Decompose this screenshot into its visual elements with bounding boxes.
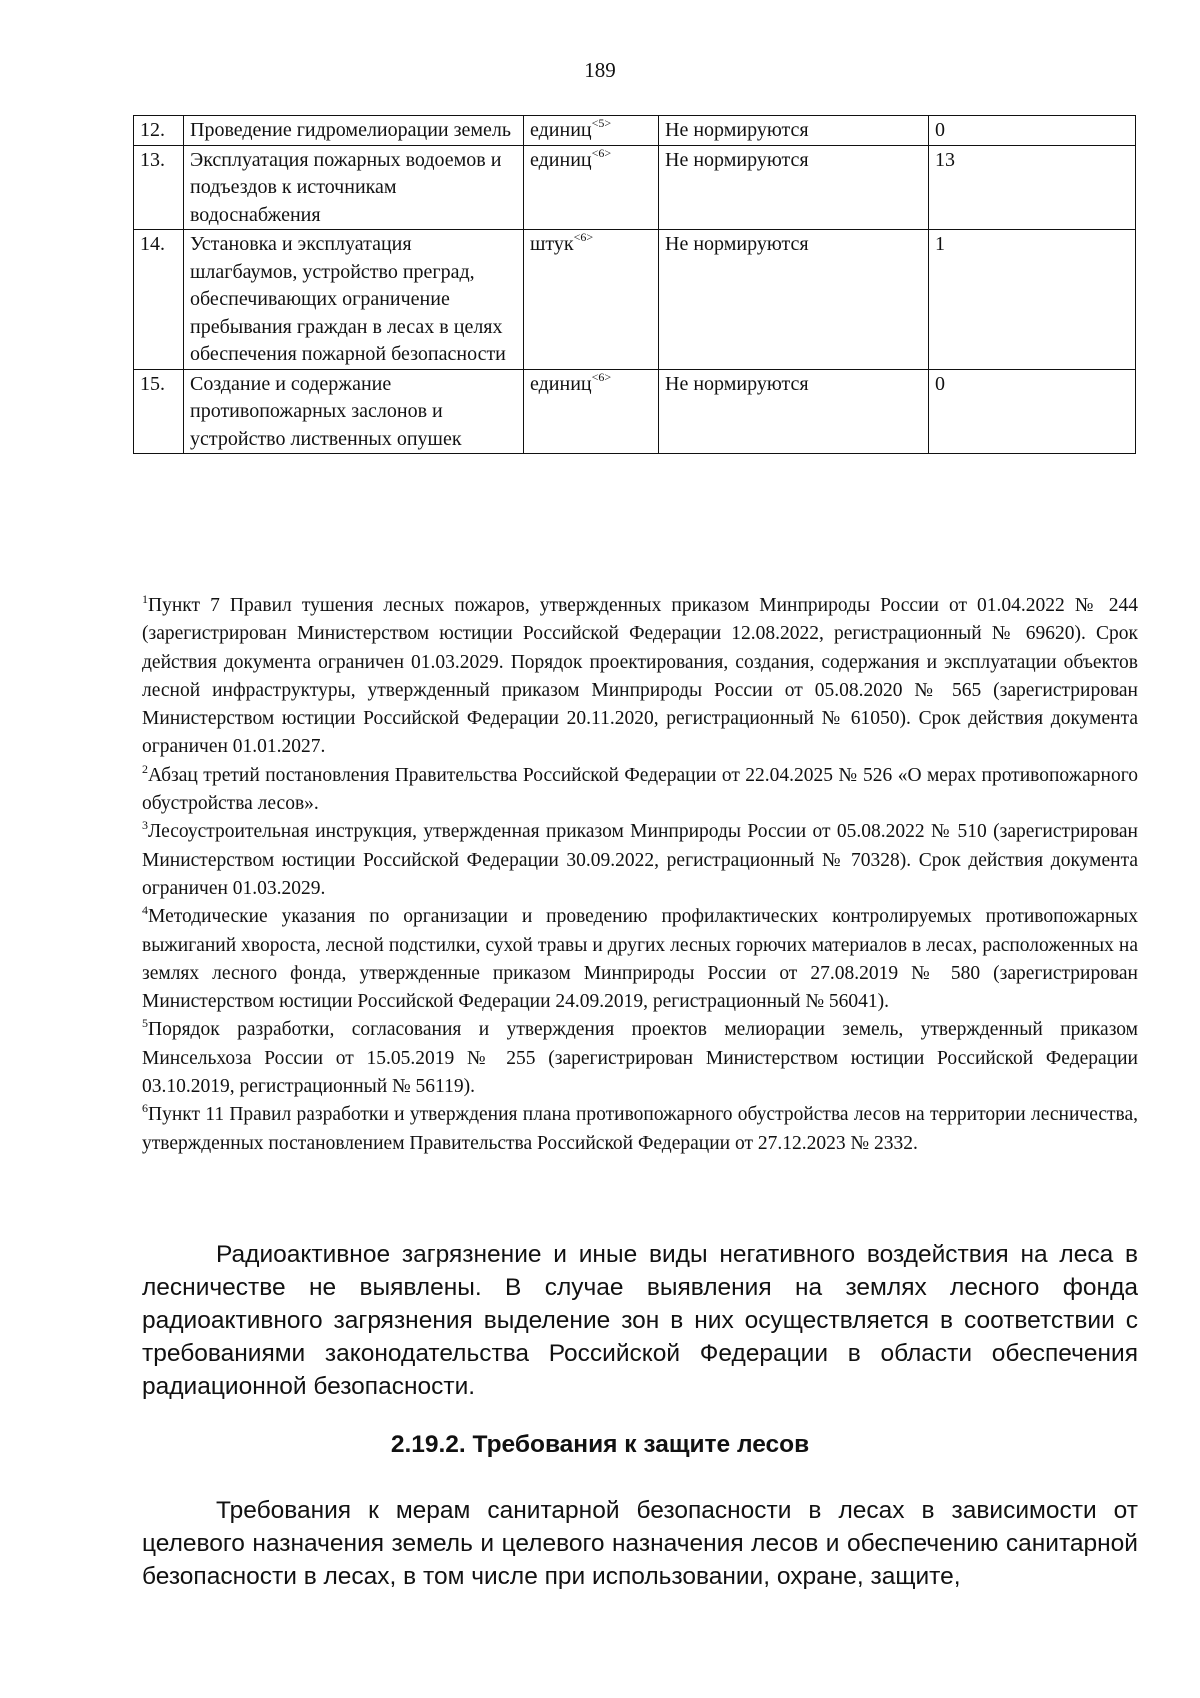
- page-number: 189: [584, 58, 616, 82]
- unit-footnote-ref: <6>: [591, 145, 612, 160]
- measure-norm: Не нормируются: [659, 369, 929, 454]
- footnote-text: Лесоустроительная инструкция, утвержденная приказом Минприроды России от 05.08.2022 № 510 (зарегистрирован Министерством юстиции Российской Федерации 30.09.2022, регистрационный № 70328). Срок действия документа ограничен 01.03.2029.: [142, 821, 1138, 899]
- measure-value: 1: [929, 230, 1136, 370]
- measure-unit: единиц: [530, 372, 592, 395]
- measure-name: Проведение гидромелиорации земель: [184, 116, 524, 146]
- footnote: [142, 592, 1138, 762]
- footnote-text: Пункт 11 Правил разработки и утверждения плана противопожарного обустройства лесов на территории лесничества, утвержденных постановлением Правительства Российской Федерации от 27.12.2023 № 2332.: [142, 1104, 1138, 1154]
- footnote-text: Абзац третий постановления Правительства Российской Федерации от 22.04.2025 № 526 «О мерах противопожарного обустройства лесов».: [142, 764, 1138, 815]
- footnote: [142, 1016, 1138, 1101]
- table-row: [134, 145, 1136, 230]
- measure-unit: единиц: [530, 119, 592, 141]
- row-number: 15.: [134, 369, 184, 454]
- unit-footnote-ref: <6>: [573, 230, 594, 244]
- footnote: [142, 762, 1138, 819]
- measure-unit-cell: [524, 369, 659, 454]
- footnote-number: 1: [142, 592, 148, 606]
- footnotes: [142, 592, 1138, 1158]
- row-number: 14.: [134, 230, 184, 370]
- footnote-text: Порядок разработки, согласования и утверждения проектов мелиорации земель, утвержденный приказом Минсельхоза России от 15.05.2019 № 255 (зарегистрирован Министерством юстиции Российской Федерации 03.10.2019, регистрационный № 56119).: [142, 1019, 1138, 1098]
- measure-norm: Не нормируются: [659, 145, 929, 230]
- measure-unit-cell: [524, 145, 659, 230]
- footnote-number: 6: [142, 1101, 148, 1116]
- footnote: [142, 903, 1138, 1016]
- footnote: [142, 1101, 1138, 1158]
- footnote-number: 2: [142, 761, 148, 776]
- measure-name: Эксплуатация пожарных водоемов и подъездов к источникам водоснабжения: [184, 145, 524, 230]
- measure-norm: Не нормируются: [659, 116, 929, 146]
- body-paragraph-radioactive: Радиоактивное загрязнение и иные виды негативного воздействия на леса в лесничестве не выявлены. В случае выявления на землях лесного фонда радиоактивного загрязнения выделение зон в них осуществляется в соответствии с требованиями законодательства Российской Федерации в области обеспечения радиационной безопасности.: [142, 1241, 1138, 1400]
- row-number: 12.: [134, 116, 184, 146]
- measure-name: Создание и содержание противопожарных заслонов и устройство лиственных опушек: [184, 369, 524, 454]
- measure-unit-cell: [524, 230, 659, 370]
- unit-footnote-ref: <6>: [591, 369, 612, 384]
- table-row: [134, 369, 1136, 454]
- footnote-number: 4: [142, 903, 148, 918]
- measure-name: Установка и эксплуатация шлагбаумов, устройство преград, обеспечивающих ограничение пребывания граждан в лесах в целях обеспечения пожарной безопасности: [184, 230, 524, 370]
- footnote-number: 5: [142, 1016, 148, 1031]
- measure-unit-cell: [524, 116, 659, 146]
- body-paragraph-sanitary: Требования к мерам санитарной безопасности в лесах в зависимости от целевого назначения земель и целевого назначения лесов и обеспечению санитарной безопасности в лесах, в том числе при использовании, охране, защите,: [142, 1497, 1138, 1590]
- row-number: 13.: [134, 145, 184, 230]
- measure-value: 13: [929, 145, 1136, 230]
- footnote-text: Пункт 7 Правил тушения лесных пожаров, утвержденных приказом Минприроды России от 01.04.2022 № 244 (зарегистрирован Министерством юстиции Российской Федерации 12.08.2022, регистрационный № 69620). Срок действия документа ограничен 01.03.2029. Порядок проектирования, создания, содержания и эксплуатации объектов лесной инфраструктуры, утвержденный приказом Минприроды России от 05.08.2020 № 565 (зарегистрирован Министерством юстиции Российской Федерации 20.11.2020, регистрационный № 61050). Срок действия документа ограничен 01.01.2027.: [142, 595, 1138, 758]
- unit-footnote-ref: <5>: [591, 116, 612, 130]
- footnote-text: Методические указания по организации и проведению профилактических контролируемых противопожарных выжиганий хвороста, лесной подстилки, сухой травы и других лесных горючих материалов в лесах, расположенных на землях лесного фонда, утвержденные приказом Минприроды России от 27.08.2019 № 580 (зарегистрирован Министерством юстиции Российской Федерации 24.09.2019, регистрационный № 56041).: [142, 906, 1138, 1013]
- measure-value: 0: [929, 369, 1136, 454]
- footnote-number: 3: [142, 818, 148, 833]
- section-heading: 2.19.2. Требования к защите лесов: [390, 1431, 810, 1458]
- measure-value: 0: [929, 116, 1136, 146]
- footnote: [142, 818, 1138, 903]
- measures-table: [133, 115, 1136, 454]
- measure-unit: единиц: [530, 148, 592, 171]
- measure-unit: штук: [530, 233, 574, 255]
- measure-norm: Не нормируются: [659, 230, 929, 370]
- table-row: [134, 230, 1136, 370]
- table-row: [134, 116, 1136, 146]
